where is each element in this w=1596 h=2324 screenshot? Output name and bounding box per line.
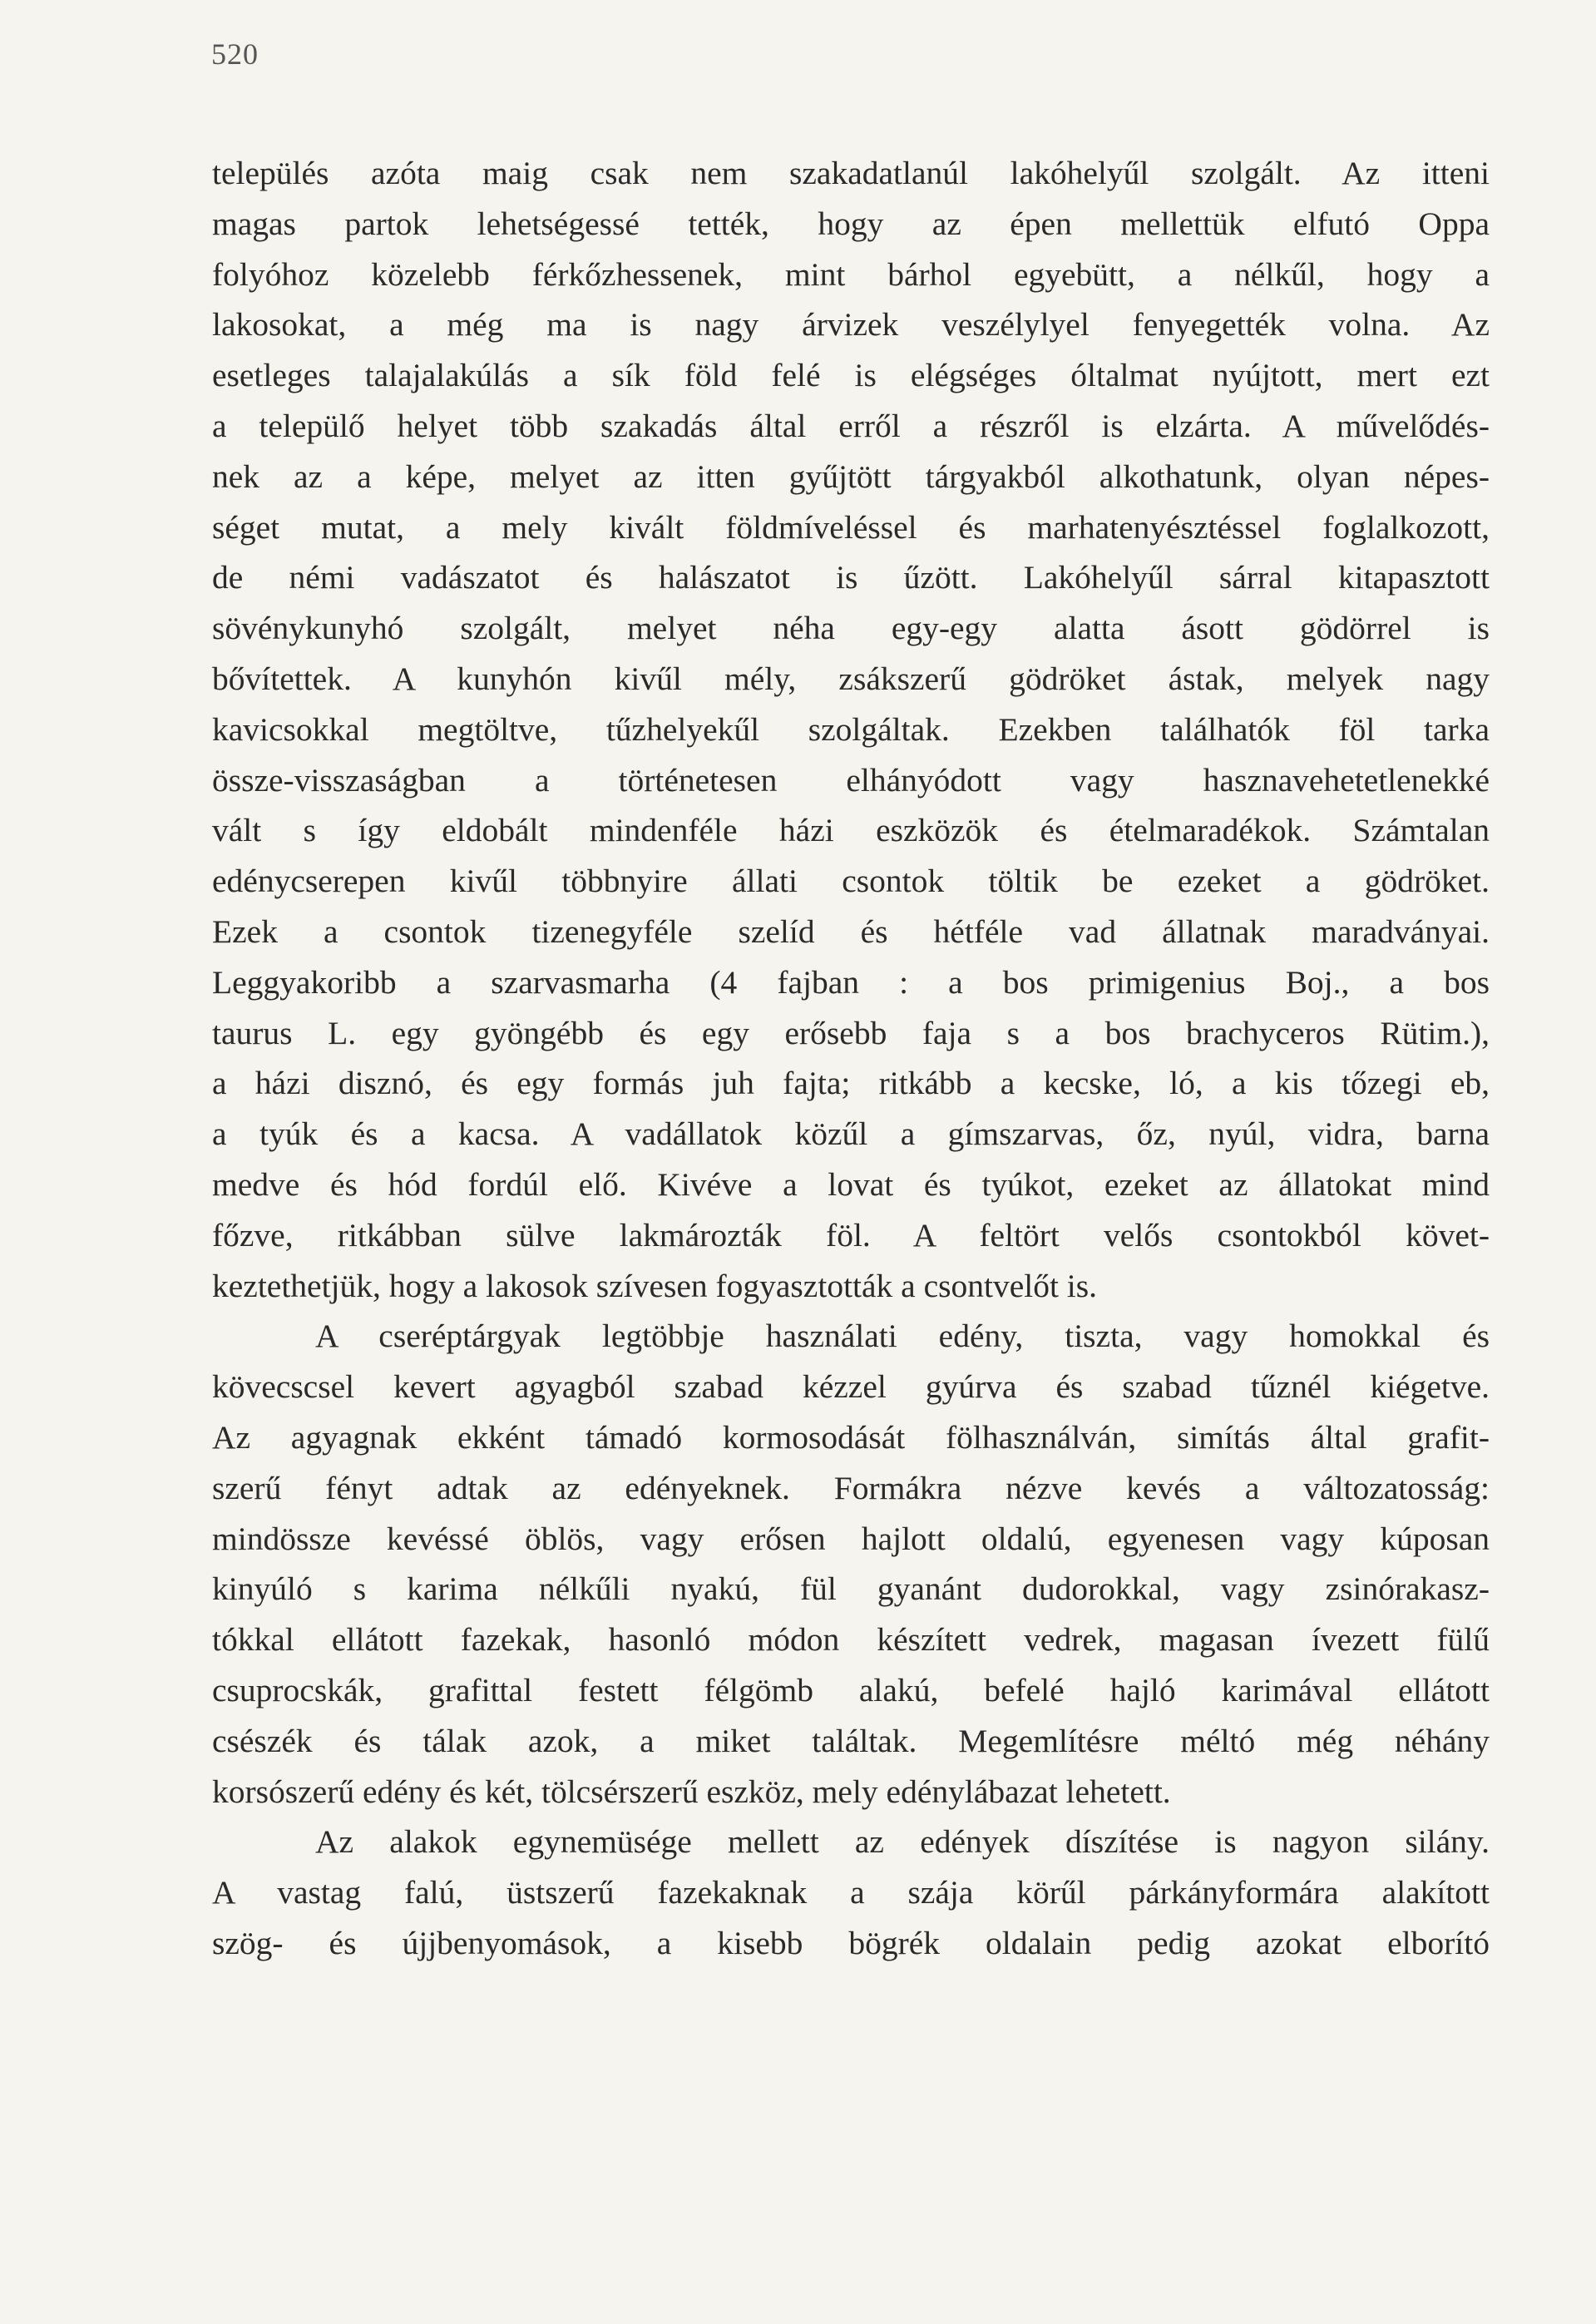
text-line: vált s így eldobált mindenféle házi eszközök és ételmaradékok. Számtalan: [212, 812, 1490, 849]
text-line: össze-visszaságban a történetesen elhányódott vagy hasznavehetetlenekké: [212, 761, 1490, 799]
text-line: sövénykunyhó szolgált, melyet néha egy-egy alatta ásott gödörrel is: [212, 610, 1490, 647]
text-line: főzve, ritkábban sülve lakmározták föl. A feltört velős csontokból követ-: [212, 1216, 1490, 1253]
text-line: Az agyagnak ekként támadó kormosodását fölhasználván, simítás által grafit-: [212, 1418, 1490, 1456]
text-line: korsószerű edény és két, tölcsérszerű eszköz, mely edénylábazat lehetett.: [212, 1773, 1171, 1810]
text-line: bővítettek. A kunyhón kivűl mély, zsákszerű gödröket ástak, melyek nagy: [212, 660, 1490, 697]
text-line: taurus L. egy gyöngébb és egy erősebb faja s a bos brachyceros Rütim.),: [212, 1014, 1490, 1051]
text-line: medve és hód fordúl elő. Kivéve a lovat és tyúkot, ezeket az állatokat mind: [212, 1165, 1490, 1203]
text-line: magas partok lehetségessé tették, hogy az épen mellettük elfutó Oppa: [212, 205, 1490, 242]
text-line: séget mutat, a mely kivált földmíveléssel és marhatenyésztéssel foglalkozott,: [212, 508, 1490, 546]
body-text: [212, 148, 1490, 1969]
text-line: kövecscsel kevert agyagból szabad kézzel gyúrva és szabad tűznél kiégetve.: [212, 1368, 1490, 1406]
text-line: a házi disznó, és egy formás juh fajta; ritkább a kecske, ló, a kis tőzegi eb,: [212, 1065, 1490, 1102]
text-line: mindössze kevéssé öblös, vagy erősen hajlott oldalú, egyenesen vagy kúposan: [212, 1520, 1490, 1557]
paragraph-2: [212, 1311, 1490, 1817]
text-line: esetleges talajalakúlás a sík föld felé is elégséges óltalmat nyújtott, mert ezt: [212, 357, 1490, 394]
page-number: 520: [211, 37, 259, 71]
text-line: de némi vadászatot és halászatot is űzött. Lakóhelyűl sárral kitapasztott: [212, 559, 1490, 596]
text-line: Leggyakoribb a szarvasmarha (4 fajban : a bos primigenius Boj., a bos: [212, 963, 1490, 1001]
text-line: nek az a képe, melyet az itten gyűjtött tárgyakból alkothatunk, olyan népes-: [212, 457, 1490, 495]
text-line: Az alakok egynemüsége mellett az edények díszítése is nagyon silány.: [315, 1823, 1490, 1861]
paragraph-1: [212, 148, 1490, 1311]
text-line: folyóhoz közelebb férkőzhessenek, mint bárhol egyebütt, a nélkűl, hogy a: [212, 255, 1490, 293]
text-line: csuprocskák, grafittal festett félgömb alakú, befelé hajló karimával ellátott: [212, 1671, 1490, 1708]
text-line: szerű fényt adtak az edényeknek. Formákra nézve kevés a változatosság:: [212, 1469, 1490, 1506]
text-line: a tyúk és a kacsa. A vadállatok közűl a gímszarvas, őz, nyúl, vidra, barna: [212, 1115, 1490, 1153]
text-line: szög- és újjbenyomások, a kisebb bögrék oldalain pedig azokat elborító: [212, 1924, 1490, 1961]
text-line: edénycserepen kivűl többnyire állati csontok töltik be ezeket a gödröket.: [212, 863, 1490, 900]
text-line: kinyúló s karima nélkűli nyakú, fül gyanánt dudorokkal, vagy zsinórakasz-: [212, 1570, 1490, 1608]
paragraph-3: [212, 1817, 1490, 1968]
text-line: tókkal ellátott fazekak, hasonló módon készített vedrek, magasan ívezett fülű: [212, 1621, 1490, 1659]
text-line: kavicsokkal megtöltve, tűzhelyekűl szolgáltak. Ezekben találhatók föl tarka: [212, 710, 1490, 748]
text-line: település azóta maig csak nem szakadatlanúl lakóhelyűl szolgált. Az itteni: [212, 155, 1490, 191]
text-line: a települő helyet több szakadás által erről a részről is elzárta. A művelődés-: [212, 407, 1490, 444]
text-line: A cseréptárgyak legtöbbje használati edény, tiszta, vagy homokkal és: [315, 1318, 1490, 1355]
text-line: A vastag falú, üstszerű fazekaknak a szája körűl párkányformára alakított: [212, 1874, 1490, 1911]
text-line: keztethetjük, hogy a lakosok szívesen fogyasztották a csontvelőt is.: [212, 1267, 1098, 1304]
text-line: csészék és tálak azok, a miket találtak. Megemlítésre méltó még néhány: [212, 1722, 1490, 1759]
text-line: Ezek a csontok tizenegyféle szelíd és hétféle vad állatnak maradványai.: [212, 912, 1490, 950]
text-line: lakosokat, a még ma is nagy árvizek veszélylyel fenyegették volna. Az: [212, 306, 1490, 344]
